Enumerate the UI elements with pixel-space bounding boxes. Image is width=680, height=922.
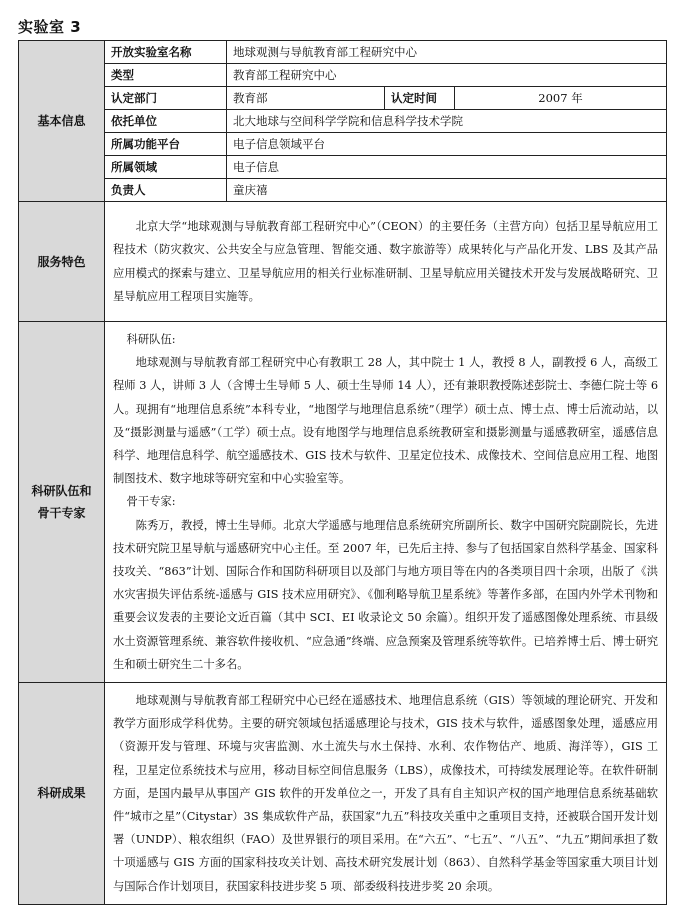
row-team [19,322,667,683]
label-host: 依托单位 [105,110,227,133]
page-title: 实验室 3 [18,18,82,36]
section-team-line1: 科研队伍和 [31,484,92,499]
section-basic-info: 基本信息 [19,41,105,202]
row-dept [19,87,667,110]
service-text: 北京大学“地球观测与导航教育部工程研究中心”（CEON）的主要任务（主营方向）包括卫星导航应用工程技术（防灾救灾、公共安全与应急管理、智能交通、数字旅游等）成果转化与产品化开发、LBS 及其产品应用模式的探索与建立、卫星导航应用的相关行业标准研制、卫星导航应用关键技术开发与发展战略研究、卫星导航应用工程项目实施等。 [113,220,659,303]
value-leader: 童庆禧 [227,179,667,202]
lab-info-table [18,40,667,905]
label-field: 所属领域 [105,156,227,179]
value-host: 北大地球与空间科学学院和信息科学技术学院 [227,110,667,133]
team-text: 地球观测与导航教育部工程研究中心有教职工 28 人，其中院士 1 人，教授 8 人，副教授 6 人，高级工程师 3 人，讲师 3 人（含博士生导师 5 人、硕士生导师 14 人），还有兼职教授陈述彭院士、李德仁院士等 6 人。现拥有“地理信息系统”本科专业，“地图学与地理信息系统”（理学）硕士点、博士点、博士后流动站，以及“摄影测量与遥感”（工学）硕士点。设有地图学与地理信息系统教研室和摄影测量与遥感教研室，遥感信息科学、地理信息科学、航空遥感技术、GIS 技术与软件、卫星定位技术、成像技术、空间信息应用工程、地图制图技术、数字地球等研究室和中心实验室等。 [113,356,659,486]
service-cell [105,202,667,322]
section-team-line2: 骨干专家 [37,506,86,521]
label-platform: 所属功能平台 [105,133,227,156]
label-lab-name: 开放实验室名称 [105,41,227,64]
results-text: 地球观测与导航教育部工程研究中心已经在遥感技术、地理信息系统（GIS）等领域的理论研究、开发和教学方面形成学科优势。主要的研究领域包括遥感理论与技术，GIS 技术与软件，遥感图象处理，遥感应用（资源开发与管理、环境与灾害监测、水土流失与水土保持、水利、农作物估产、地质、海洋等），GIS 工程，卫星定位系统技术与应用，移动目标空间信息服务（LBS），成像技术，可持续发展理论等。在软件研制方面，是国内最早从事国产 GIS 软件的开发单位之一，开发了具有自主知识产权的国产地理信息系统基础软件“城市之星”（Citystar）3S 集成软件产品，获国家“九五”科技攻关重中之重项目支持，还被联合国开发计划署（UNDP）、粮农组织（FAO）及世界银行的项目采用。在“六五”、“七五”、“八五”、“九五”期间承担了数十项遥感与 GIS 方面的国家科技攻关计划、高技术研究发展计划（863）、自然科学基金等国家重大项目计划与国际合作计划项目，获国家科技进步奖 5 项、部委级科技进步奖 20 余项。 [113,694,659,893]
expert-text: 陈秀万，教授，博士生导师。北京大学遥感与地理信息系统研究所副所长、数字中国研究院副院长，先进技术研究院卫星导航与遥感研究中心主任。至 2007 年，已先后主持、参与了包括国家自然科学基金、国家科技攻关、“863”计划、国际合作和国防科研项目以及部门与地方项目等在内的各类项目四十余项，出版了《洪水灾害损失评估系统-遥感与 GIS 技术应用研究》、《伽利略导航卫星系统》等著作多部，在国内外学术刊物和重要会议发表的主要论文近百篇（其中 SCI、EI 收录论文 50 余篇）。组织开发了遥感图像处理系统、市县级水土资源管理系统、兼容软件接收机、“应急通”终端、应急预案及管理系统等软件。已培养博士后、博士研究生和硕士研究生二十多名。 [113,518,659,671]
row-name [19,41,667,64]
team-heading: 科研队伍: [126,333,176,346]
value-platform: 电子信息领域平台 [227,133,667,156]
expert-heading: 骨干专家: [126,495,176,509]
value-dept: 教育部 [227,87,385,110]
value-time: 2007 年 [455,87,667,110]
section-service: 服务特色 [19,202,105,322]
row-platform [19,133,667,156]
value-field: 电子信息 [227,156,667,179]
team-cell [105,322,667,683]
label-type: 类型 [105,64,227,87]
row-service [19,202,667,322]
value-lab-name: 地球观测与导航教育部工程研究中心 [227,41,667,64]
section-results: 科研成果 [19,683,105,905]
row-field [19,156,667,179]
results-cell [105,683,667,905]
row-leader [19,179,667,202]
value-type: 教育部工程研究中心 [227,64,667,87]
row-results [19,683,667,905]
label-time: 认定时间 [385,87,455,110]
section-team [19,322,105,683]
row-type [19,64,667,87]
row-host [19,110,667,133]
label-leader: 负责人 [105,179,227,202]
label-dept: 认定部门 [105,87,227,110]
